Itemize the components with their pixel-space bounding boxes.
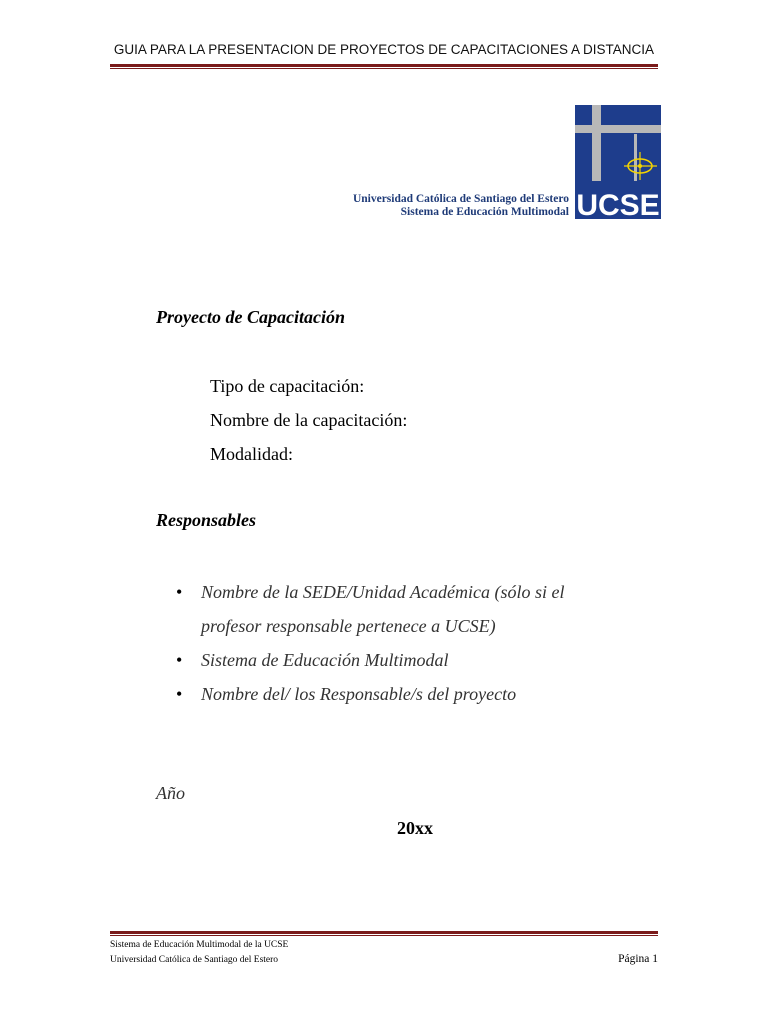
year-value: 20xx bbox=[397, 818, 433, 838]
footer-university: Universidad Católica de Santiago del Estero bbox=[110, 955, 279, 965]
field-tipo: Tipo de capacitación: bbox=[210, 376, 365, 396]
footer-divider bbox=[110, 931, 658, 936]
footer-system: Sistema de Educación Multimodal de la UCSE bbox=[110, 940, 289, 950]
bullet-icon: • bbox=[176, 650, 183, 670]
responsables-list bbox=[176, 575, 636, 711]
page-number: Página 1 bbox=[618, 953, 658, 965]
list-item-text-cont: profesor responsable pertenece a UCSE) bbox=[201, 616, 496, 636]
year-label: Año bbox=[156, 783, 185, 803]
responsables-heading: Responsables bbox=[156, 510, 257, 530]
bullet-icon: • bbox=[176, 582, 183, 602]
list-item bbox=[176, 643, 636, 677]
list-item bbox=[176, 677, 636, 711]
institution-block bbox=[353, 193, 569, 219]
list-item bbox=[176, 575, 636, 643]
ucse-logo-icon bbox=[574, 104, 662, 220]
university-name: Universidad Católica de Santiago del Estero bbox=[352, 193, 569, 205]
ucse-logo bbox=[574, 104, 662, 220]
logo-text: UCSE bbox=[576, 189, 660, 220]
list-item-text: Nombre del/ los Responsable/s del proyecto bbox=[201, 684, 517, 704]
field-modalidad: Modalidad: bbox=[210, 444, 293, 464]
field-list bbox=[210, 374, 407, 476]
system-name: Sistema de Educación Multimodal bbox=[400, 206, 569, 218]
field-nombre: Nombre de la capacitación: bbox=[210, 410, 408, 430]
header-title: GUIA PARA LA PRESENTACION DE PROYECTOS DE CAPACITACIONES A DISTANCIA bbox=[113, 42, 655, 57]
list-item-text: Sistema de Educación Multimodal bbox=[201, 650, 449, 670]
document-title: Proyecto de Capacitación bbox=[156, 307, 345, 327]
list-item-text: Nombre de la SEDE/Unidad Académica (sólo si el bbox=[201, 582, 565, 602]
bullet-icon: • bbox=[176, 684, 183, 704]
header-divider bbox=[110, 64, 658, 69]
